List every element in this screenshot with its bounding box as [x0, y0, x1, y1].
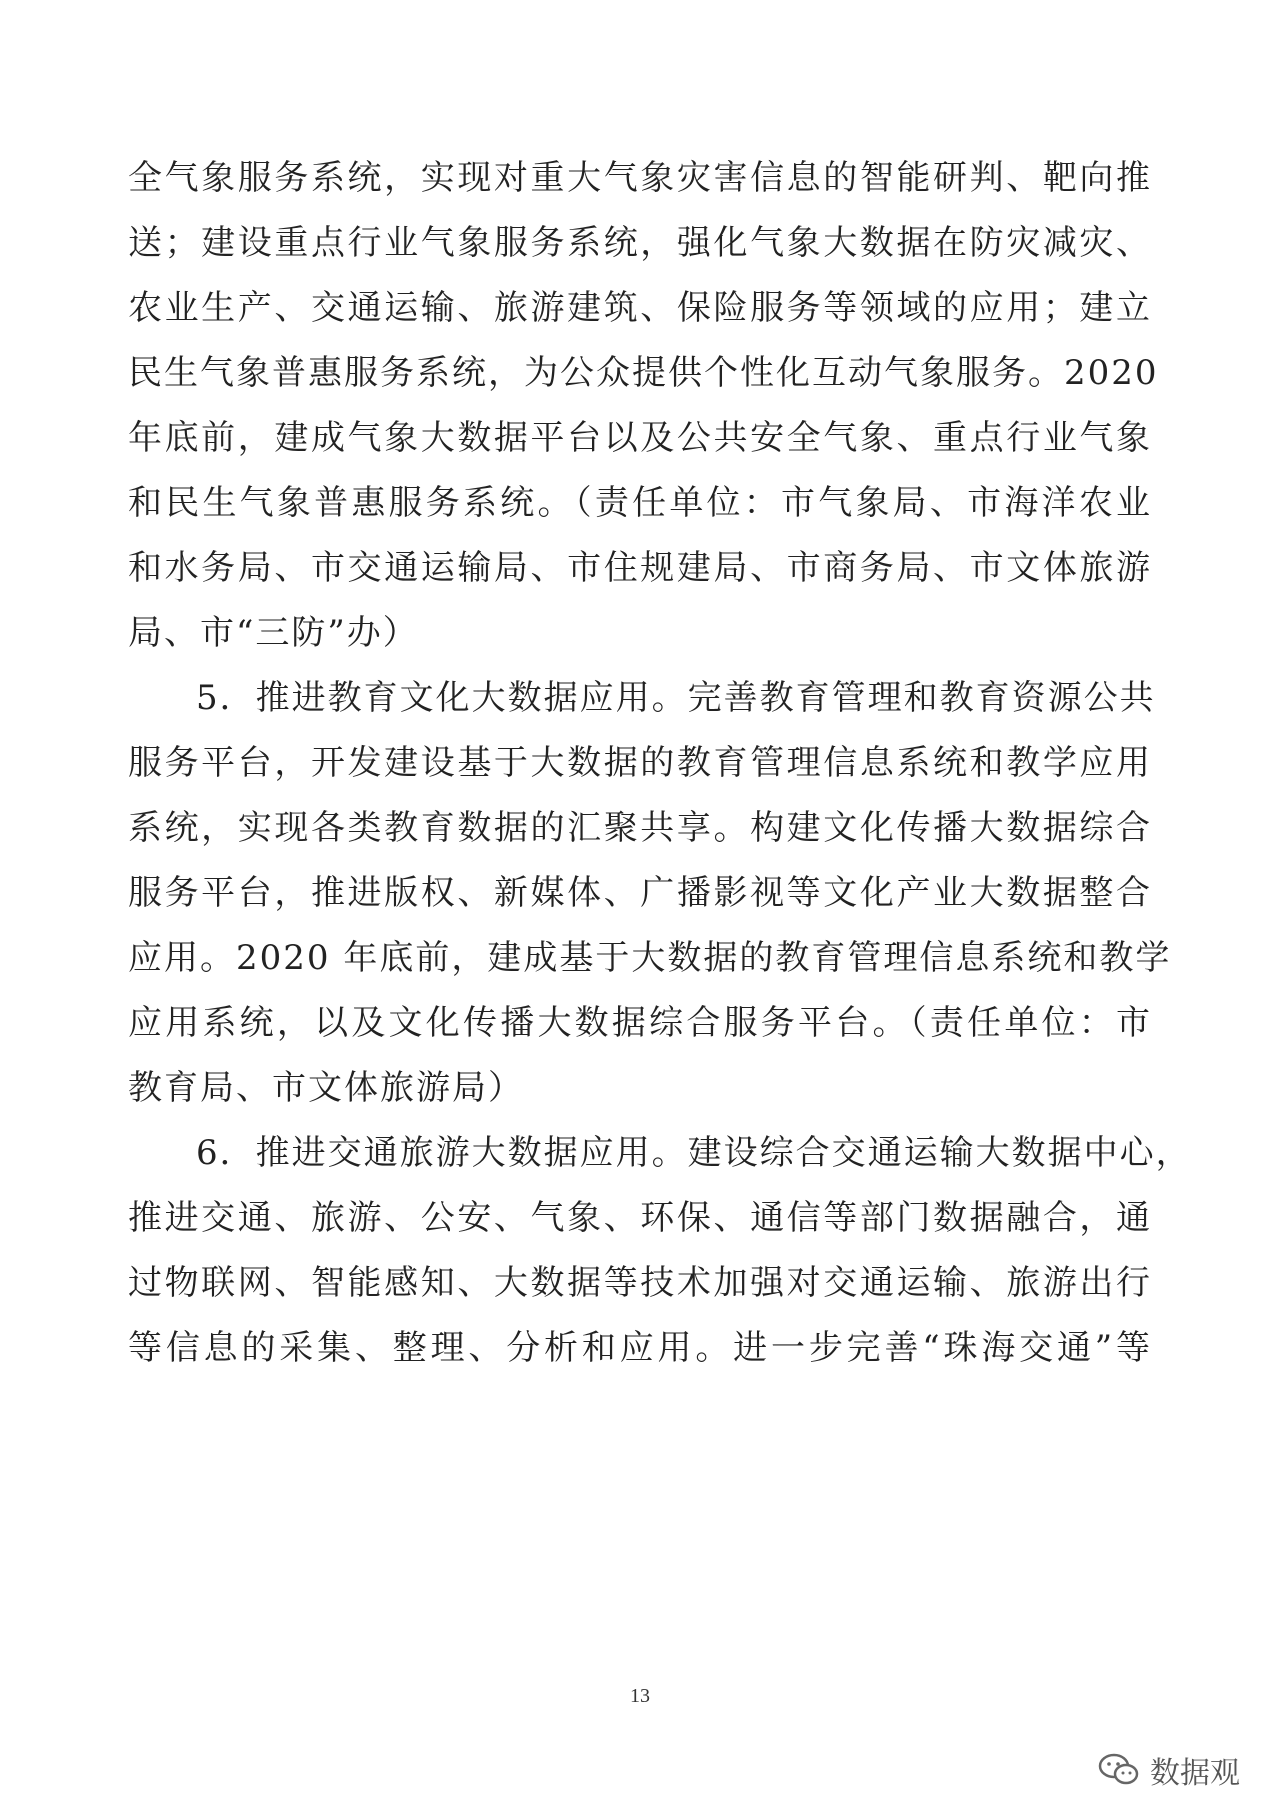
text-line-11: 系统，实现各类教育数据的汇聚共享。构建文化传播大数据综合	[128, 808, 1152, 848]
text-line-14: 应用系统，以及文化传播大数据综合服务平台。（责任单位：市	[128, 1003, 1152, 1043]
section-5-heading-line: 5．推进教育文化大数据应用。完善教育管理和教育资源公共	[196, 678, 1156, 718]
text-line-19: 等信息的采集、整理、分析和应用。进一步完善“珠海交通”等	[128, 1328, 1152, 1368]
watermark	[1098, 1748, 1240, 1792]
section-6-heading-line: 6．推进交通旅游大数据应用。建设综合交通运输大数据中心，	[196, 1133, 1192, 1173]
text-line-4: 民生气象普惠服务系统，为公众提供个性化互动气象服务。2020	[128, 353, 1159, 393]
text-line-12: 服务平台，推进版权、新媒体、广播影视等文化产业大数据整合	[128, 873, 1152, 913]
text-line-6: 和民生气象普惠服务系统。（责任单位：市气象局、市海洋农业	[128, 483, 1152, 523]
watermark-text: 数据观	[1150, 1756, 1240, 1791]
text-line-8: 局、市“三防”办）	[128, 613, 419, 653]
text-line-3: 农业生产、交通运输、旅游建筑、保险服务等领域的应用；建立	[128, 288, 1152, 328]
text-line-17: 推进交通、旅游、公安、气象、环保、通信等部门数据融合，通	[128, 1198, 1152, 1238]
text-line-2: 送；建设重点行业气象服务系统，强化气象大数据在防灾减灾、	[128, 223, 1152, 263]
page-number: 13	[630, 1685, 650, 1707]
text-line-5: 年底前，建成气象大数据平台以及公共安全气象、重点行业气象	[128, 418, 1152, 458]
wechat-bubble-icon	[1098, 1752, 1140, 1788]
text-line-10: 服务平台，开发建设基于大数据的教育管理信息系统和教学应用	[128, 743, 1152, 783]
text-line-13: 应用。2020 年底前，建成基于大数据的教育管理信息系统和教学	[128, 938, 1172, 978]
text-line-18: 过物联网、智能感知、大数据等技术加强对交通运输、旅游出行	[128, 1263, 1152, 1303]
text-line-1: 全气象服务系统，实现对重大气象灾害信息的智能研判、靶向推	[128, 158, 1152, 198]
text-line-15: 教育局、市文体旅游局）	[128, 1068, 524, 1108]
text-line-7: 和水务局、市交通运输局、市住规建局、市商务局、市文体旅游	[128, 548, 1152, 588]
